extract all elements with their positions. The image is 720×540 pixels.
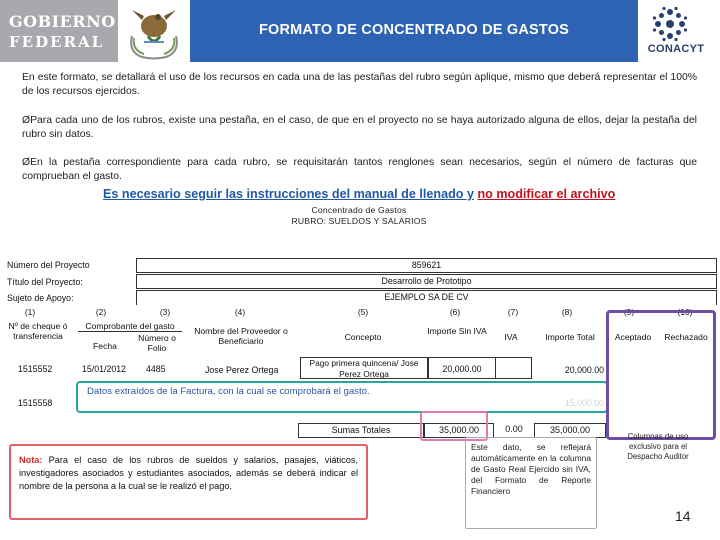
total-importe-total: 35,000.00 xyxy=(534,423,606,438)
header-banner xyxy=(0,0,720,62)
note-label: Nota: xyxy=(19,455,43,465)
conacyt-label: CONACYT xyxy=(647,43,705,55)
row1-total: 20,000.00 xyxy=(564,365,604,375)
project-title-label: Título del Proyecto: xyxy=(7,277,83,287)
support-label: Sujeto de Apoyo: xyxy=(7,293,74,303)
project-number-field[interactable]: 859621 xyxy=(136,258,717,273)
bullet-arrow-icon: Ø xyxy=(22,157,31,168)
instruction-follow-manual: Es necesario seguir las instrucciones del manual de llenado y xyxy=(103,187,474,201)
header-folio: Número o Folio xyxy=(138,333,176,353)
auditor-columns-highlight xyxy=(606,310,716,440)
column-number: (10) xyxy=(677,307,693,317)
conacyt-logo-icon xyxy=(652,6,688,42)
header-aceptado: Aceptado xyxy=(614,332,652,342)
header-fecha: Fecha xyxy=(93,341,117,351)
intro-paragraph-3 xyxy=(22,156,697,184)
row1-proveedor: Jose Perez Ortega xyxy=(205,365,279,375)
mexico-seal-icon xyxy=(122,2,186,60)
page-title: FORMATO DE CONCENTRADO DE GASTOS xyxy=(258,22,570,38)
row1-fecha: 15/01/2012 xyxy=(82,364,127,374)
title-band xyxy=(190,0,638,62)
header-comprobante: Comprobante del gasto xyxy=(78,321,182,332)
instruction-do-not-modify: no modificar el archivo xyxy=(477,187,616,201)
row2-cheque: 1515558 xyxy=(18,398,53,408)
instruction-line xyxy=(103,187,643,201)
form-subtitle: Concentrado de Gastos xyxy=(311,205,407,215)
gobierno-label: GOBIERNO xyxy=(9,12,116,31)
column-number: (4) xyxy=(234,307,246,317)
support-field[interactable]: EJEMPLO SA DE CV xyxy=(136,290,717,305)
project-title-field[interactable]: Desarrollo de Prototipo xyxy=(136,274,717,289)
column-number: (5) xyxy=(357,307,369,317)
header-cheque: Nº de cheque ó transferencia xyxy=(8,321,68,341)
form-rubro: RUBRO: SUELDOS Y SALARIOS xyxy=(291,216,427,226)
intro-paragraph-3-text: En la pestaña correspondiente para cada rubro, se requisitarán tantos renglones sean necesarios, según el número de facturas que comprueban el gasto. xyxy=(22,157,697,182)
column-number: (2) xyxy=(95,307,107,317)
header-concepto: Concepto xyxy=(344,332,382,342)
column-number: (3) xyxy=(159,307,171,317)
column-number: (8) xyxy=(561,307,573,317)
column-number: (7) xyxy=(507,307,519,317)
row1-folio: 4485 xyxy=(146,364,166,374)
column-number: (9) xyxy=(623,307,635,317)
gobierno-federal-logo xyxy=(0,0,118,62)
note-text: Para el caso de los rubros de sueldos y salarios, pasajes, viáticos, investigadores asociados y estudiantes asociados, además se deberá indicar el nombre de la persona a la cual se le realizó el pago. xyxy=(19,455,358,491)
note-box xyxy=(9,444,368,520)
total-importe: 35,000.00 xyxy=(424,423,494,438)
row1-cheque: 1515552 xyxy=(18,364,53,374)
intro-paragraph-2-text: Para cada uno de los rubros, existe una pestaña, en el caso, de que en el proyecto no se haya autorizado alguna de ellos, dejar la pestaña del rubro sin datos. xyxy=(22,115,697,140)
auditor-note: Columnas de uso exclusivo para el Despacho Auditor xyxy=(627,432,689,461)
column-number: (1) xyxy=(24,307,36,317)
row1-importe: 20,000.00 xyxy=(428,357,496,379)
invoice-data-callout-text: Datos extraídos de la Factura, con la cual se comprobará el gasto. xyxy=(87,386,370,397)
header-rechazado: Rechazado xyxy=(664,332,708,342)
project-number-label: Número del Proyecto xyxy=(7,260,90,270)
column-number: (6) xyxy=(449,307,461,317)
total-iva: 0.00 xyxy=(505,424,523,434)
bullet-arrow-icon: Ø xyxy=(22,115,31,126)
intro-paragraph-1: En este formato, se detallará el uso de los recursos en cada una de las pestañas del rubro según aplique, mismo que deberá representar el 100% de los recursos ejercidos. xyxy=(22,72,697,97)
row1-concepto: Pago primera quincena/ Jose Perez Ortega xyxy=(300,357,428,379)
totals-label: Sumas Totales xyxy=(298,423,424,438)
header-iva: IVA xyxy=(504,332,518,342)
row1-iva xyxy=(496,357,532,379)
federal-label: FEDERAL xyxy=(9,33,105,51)
header-importe: Importe Sin IVA xyxy=(427,326,487,336)
page-number: 14 xyxy=(675,508,691,524)
intro-paragraph-2 xyxy=(22,114,697,142)
header-importe-total: Importe Total xyxy=(545,332,595,342)
header-proveedor: Nombre del Proveedor o Beneficiario xyxy=(194,326,288,346)
importe-note: Este dato, se reflejará automáticamente en la columna de Gasto Real Ejercido sin IVA, del Formato de Reporte Financiero xyxy=(465,437,597,529)
